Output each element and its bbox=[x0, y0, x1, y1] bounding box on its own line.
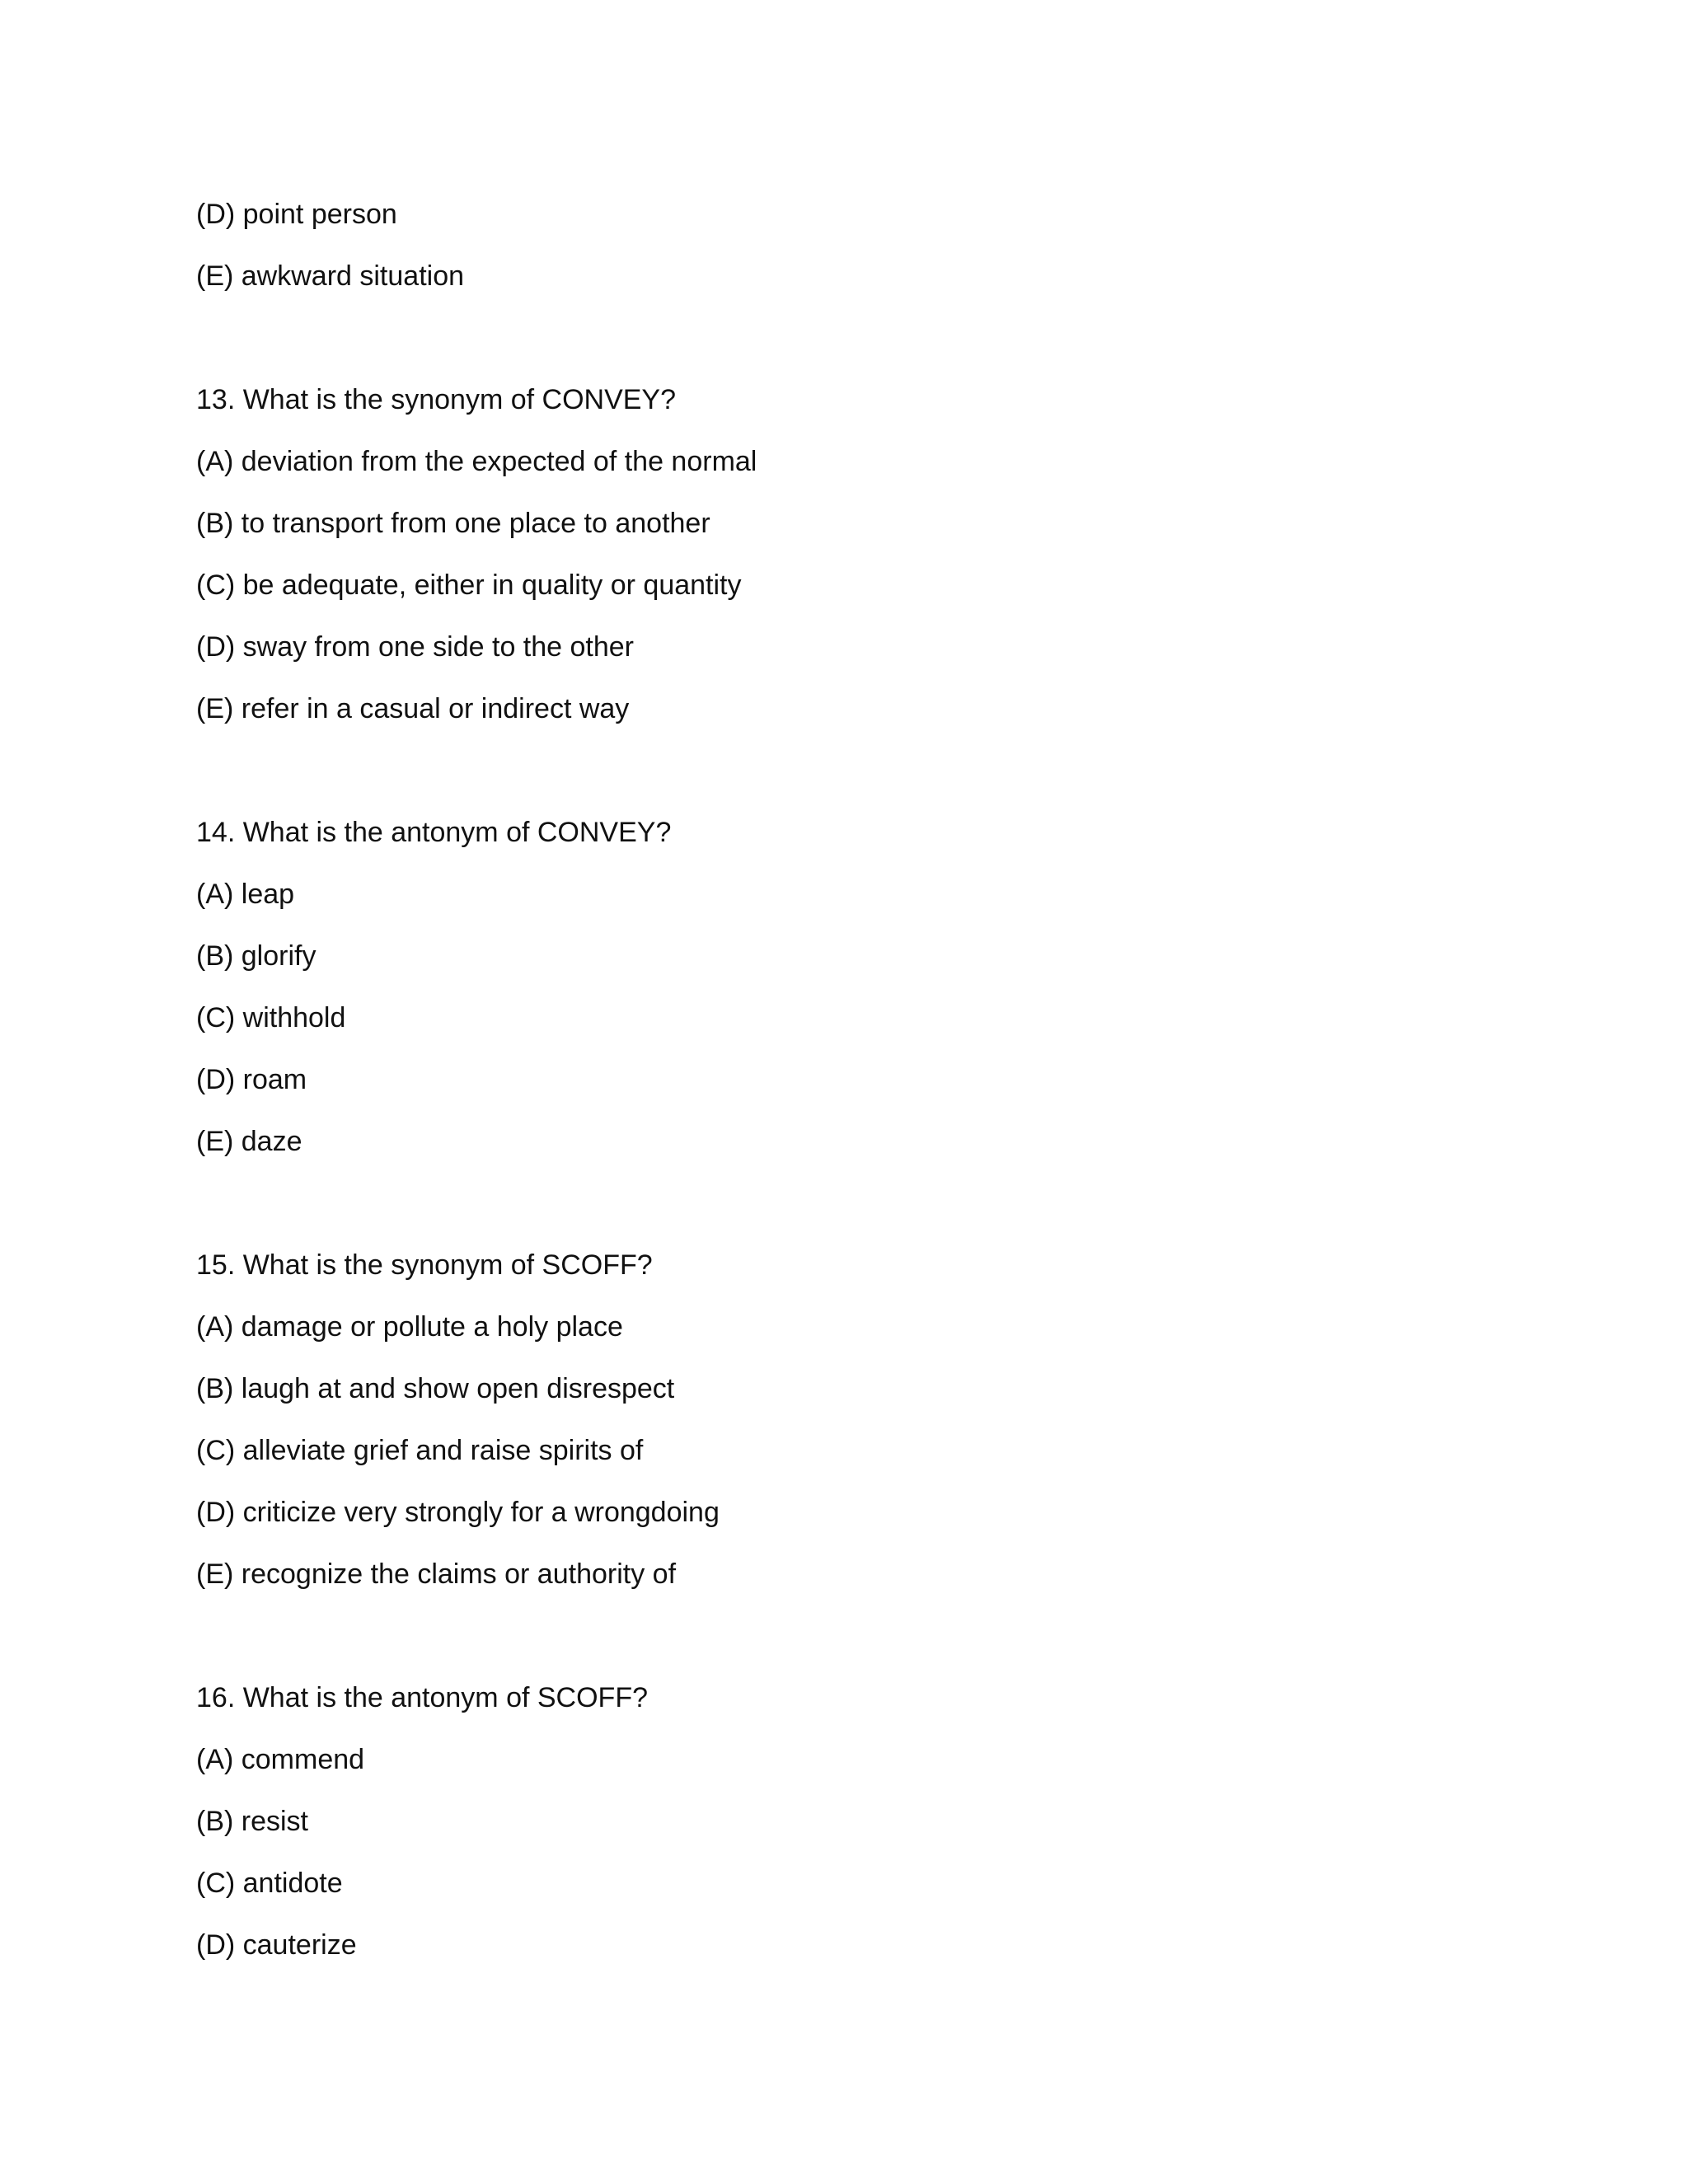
answer-option: (C) antidote bbox=[196, 1868, 343, 1899]
answer-option: (B) to transport from one place to another bbox=[196, 508, 710, 539]
answer-option: (E) recognize the claims or authority of bbox=[196, 1558, 677, 1590]
answer-option: (B) laugh at and show open disrespect bbox=[196, 1373, 675, 1404]
answer-option: (A) deviation from the expected of the normal bbox=[196, 446, 757, 477]
answer-option: (A) damage or pollute a holy place bbox=[196, 1311, 623, 1343]
answer-option: (C) withhold bbox=[196, 1002, 346, 1033]
answer-option: (A) leap bbox=[196, 879, 295, 910]
question-heading: 13. What is the synonym of CONVEY? bbox=[196, 384, 677, 415]
answer-option: (B) resist bbox=[196, 1806, 308, 1837]
answer-option: (C) be adequate, either in quality or quantity bbox=[196, 569, 742, 601]
answer-option: (D) cauterize bbox=[196, 1929, 357, 1961]
answer-option: (B) glorify bbox=[196, 940, 316, 972]
answer-option: (D) roam bbox=[196, 1064, 307, 1095]
answer-option: (E) refer in a casual or indirect way bbox=[196, 693, 630, 724]
question-heading: 14. What is the antonym of CONVEY? bbox=[196, 817, 672, 848]
answer-option: (D) point person bbox=[196, 199, 397, 230]
answer-option: (C) alleviate grief and raise spirits of bbox=[196, 1435, 644, 1466]
answer-option: (A) commend bbox=[196, 1744, 365, 1775]
question-heading: 15. What is the synonym of SCOFF? bbox=[196, 1249, 653, 1281]
question-heading: 16. What is the antonym of SCOFF? bbox=[196, 1682, 649, 1713]
answer-option: (E) daze bbox=[196, 1126, 302, 1157]
answer-option: (D) sway from one side to the other bbox=[196, 631, 635, 663]
answer-option: (D) criticize very strongly for a wrongdoing bbox=[196, 1497, 720, 1528]
answer-option: (E) awkward situation bbox=[196, 260, 465, 292]
